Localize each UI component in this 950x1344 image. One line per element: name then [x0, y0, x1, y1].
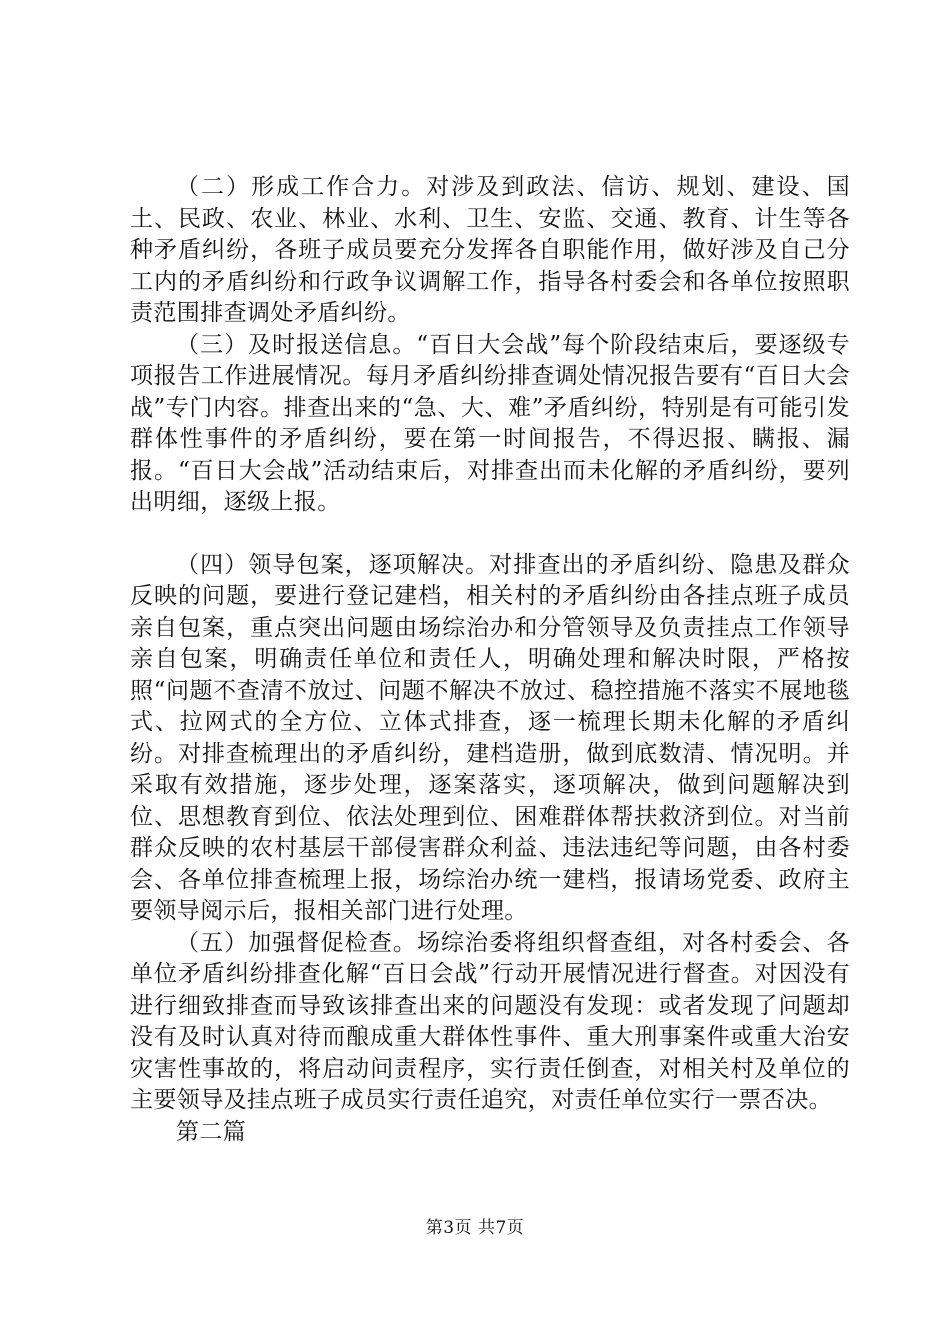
paragraph-form-synergy: （二）形成工作合力。对涉及到政法、信访、规划、建设、国土、民政、农业、林业、水利、卫生、安监、交通、教育、计生等各种矛盾纠纷，各班子成员要充分发挥各自职能作用，做好涉及自己分工内的矛盾纠纷和行政争议调解工作，指导各村委会和各单位按照职责范围排查调处矛盾纠纷。	[130, 174, 850, 326]
document-body	[130, 172, 850, 1148]
paragraph-leader-cases: （四）领导包案，逐项解决。对排查出的矛盾纠纷、隐患及群众反映的问题，要进行登记建档，相关村的矛盾纠纷由各挂点班子成员亲自包案，重点突出问题由场综治办和分管领导及负责挂点工作领导亲自包案，明确责任单位和责任人，明确处理和解决时限，严格按照“问题不查清不放过、问题不解决不放过、稳控措施不落实不展地毯式、拉网式的全方位、立体式排查，逐一梳理长期未化解的矛盾纠纷。对排查梳理出的矛盾纠纷，建档造册，做到底数清、情况明。并采取有效措施，逐步处理，逐案落实，逐项解决，做到问题解决到位、思想教育到位、依法处理到位、困难群体帮扶救济到位。对当前群众反映的农村基层干部侵害群众利益、违法违纪等问题，由各村委会、各单位排查梳理上报，场综治办统一建档，报请场党委、政府主要领导阅示后，报相关部门进行处理。	[130, 551, 850, 924]
page-number-footer: 第3页 共7页	[425, 1218, 525, 1238]
paragraph-report-info: （三）及时报送信息。“百日大会战”每个阶段结束后，要逐级专项报告工作进展情况。每月矛盾纠纷排查调处情况报告要有“百日大会战”专门内容。排查出来的“急、大、难”矛盾纠纷，特别是有可能引发群体性事件的矛盾纠纷，要在第一时间报告，不得迟报、瞒报、漏报。“百日大会战”活动结束后，对排查出而未化解的矛盾纠纷，要列出明细，逐级上报。	[130, 331, 850, 515]
paragraph-supervision: （五）加强督促检查。场综治委将组织督查组，对各村委会、各单位矛盾纠纷排查化解“百日会战”行动开展情况进行督查。对因没有进行细致排查而导致该排查出来的问题没有发现：或者发现了问题却没有及时认真对待而酿成重大群体性事件、重大刑事案件或重大治安灾害性事故的，将启动问责程序，实行责任倒查，对相关村及单位的主要领导及挂点班子成员实行责任追究，对责任单位实行一票否决。	[130, 929, 850, 1113]
section-label: 第二篇	[176, 1118, 247, 1145]
